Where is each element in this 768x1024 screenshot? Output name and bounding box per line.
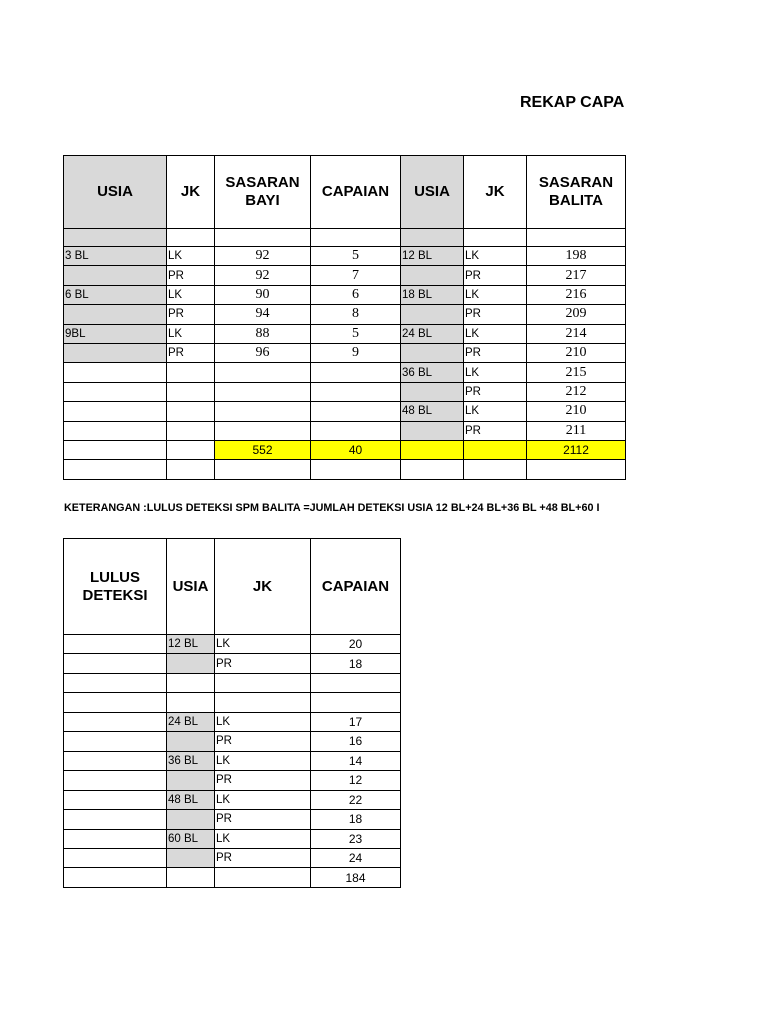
empty-cell [64,673,167,692]
usia-cell [167,654,215,673]
total-sasaran-balita: 2112 [527,440,626,459]
empty-cell [215,402,311,421]
capaian-cell: 22 [311,790,401,809]
empty-cell [64,363,167,382]
header-jk-bayi: JK [167,156,215,229]
sasaran-balita-cell: 210 [527,402,626,421]
usia-cell [167,732,215,751]
capaian-cell: 24 [311,848,401,867]
capaian-bayi-cell: 6 [311,285,401,304]
usia-bayi-cell: 9BL [64,324,167,343]
jk-balita-cell: LK [464,247,527,266]
lulus-deteksi-cell [64,848,167,867]
empty-cell [167,382,215,401]
usia-cell: 60 BL [167,829,215,848]
sasaran-balita-cell: 212 [527,382,626,401]
lulus-deteksi-cell [64,790,167,809]
table1-row [64,285,626,304]
usia-cell: 48 BL [167,790,215,809]
jk-cell: LK [215,829,311,848]
empty-cell [64,868,167,887]
jk-cell: PR [215,732,311,751]
header-sasaran-bayi: SASARAN BAYI [215,156,311,229]
table2-row [64,810,401,829]
empty-cell [464,229,527,247]
jk-cell: PR [215,771,311,790]
empty-cell [311,421,401,440]
sasaran-bayi-cell: 92 [215,266,311,285]
table2-row [64,790,401,809]
table1-row [64,266,626,285]
empty-cell [215,673,311,692]
sasaran-balita-cell: 216 [527,285,626,304]
empty-cell [64,382,167,401]
jk-bayi-cell: LK [167,324,215,343]
usia-balita-cell: 18 BL [401,285,464,304]
table1-spacer-row [64,229,626,247]
table1-row [64,382,626,401]
jk-cell: LK [215,751,311,770]
table1-empty-row [64,460,626,479]
jk-bayi-cell: LK [167,247,215,266]
usia-bayi-cell [64,305,167,324]
empty-cell [167,229,215,247]
empty-cell [464,460,527,479]
usia-cell: 12 BL [167,635,215,654]
table2-empty-row [64,693,401,712]
table1-row [64,363,626,382]
jk-balita-cell: PR [464,421,527,440]
empty-cell [167,402,215,421]
empty-cell [64,460,167,479]
usia-cell [167,771,215,790]
usia-balita-cell [401,266,464,285]
sasaran-bayi-cell: 94 [215,305,311,324]
page-title: REKAP CAPA [520,94,625,111]
header-capaian-bayi: CAPAIAN [311,156,401,229]
empty-cell [167,421,215,440]
usia-balita-cell [401,305,464,324]
usia-balita-cell: 12 BL [401,247,464,266]
lulus-deteksi-cell [64,751,167,770]
empty-cell [215,382,311,401]
jk-bayi-cell: PR [167,343,215,362]
sasaran-balita-cell: 214 [527,324,626,343]
table1-total-row [64,440,626,459]
empty-cell [64,693,167,712]
sasaran-balita-cell: 217 [527,266,626,285]
empty-cell [527,229,626,247]
header-capaian: CAPAIAN [311,539,401,635]
table2-row [64,635,401,654]
table1-row [64,247,626,266]
table2-row [64,751,401,770]
jk-balita-cell: LK [464,402,527,421]
usia-balita-cell: 24 BL [401,324,464,343]
jk-bayi-cell: LK [167,285,215,304]
sasaran-bayi-cell: 92 [215,247,311,266]
usia-bayi-cell [64,343,167,362]
empty-cell [311,402,401,421]
jk-cell: PR [215,654,311,673]
usia-cell: 24 BL [167,712,215,731]
empty-cell [64,229,167,247]
capaian-bayi-cell: 5 [311,324,401,343]
empty-cell [167,693,215,712]
empty-cell [64,440,167,459]
table2-total-row [64,868,401,887]
capaian-bayi-cell: 8 [311,305,401,324]
total-fill-cell [464,440,527,459]
empty-cell [167,460,215,479]
sasaran-bayi-cell: 88 [215,324,311,343]
lulus-deteksi-cell [64,771,167,790]
lulus-deteksi-cell [64,635,167,654]
sasaran-balita-cell: 209 [527,305,626,324]
table1-row [64,305,626,324]
table2-header-row [64,539,401,635]
capaian-bayi-cell: 7 [311,266,401,285]
jk-balita-cell: LK [464,324,527,343]
table2-row [64,771,401,790]
lulus-deteksi-cell [64,810,167,829]
table1-row [64,421,626,440]
jk-bayi-cell: PR [167,305,215,324]
empty-cell [215,421,311,440]
empty-cell [401,460,464,479]
jk-cell: PR [215,810,311,829]
usia-bayi-cell [64,266,167,285]
table2-empty-row [64,673,401,692]
jk-cell: LK [215,712,311,731]
jk-bayi-cell: PR [167,266,215,285]
usia-cell [167,848,215,867]
empty-cell [215,868,311,887]
sasaran-bayi-cell: 90 [215,285,311,304]
sasaran-balita-cell: 210 [527,343,626,362]
rekap-table [63,155,626,480]
usia-balita-cell [401,382,464,401]
empty-cell [64,421,167,440]
capaian-cell: 17 [311,712,401,731]
usia-bayi-cell: 3 BL [64,247,167,266]
sasaran-balita-cell: 211 [527,421,626,440]
keterangan-note: KETERANGAN :LULUS DETEKSI SPM BALITA =JUMLAH DETEKSI USIA 12 BL+24 BL+36 BL +48 BL+60 I [64,502,600,514]
empty-cell [215,229,311,247]
usia-cell [167,810,215,829]
header-jk-balita: JK [464,156,527,229]
table1-row [64,402,626,421]
table1-row [64,343,626,362]
total-capaian-bayi: 40 [311,440,401,459]
header-usia-bayi: USIA [64,156,167,229]
empty-cell [311,229,401,247]
empty-cell [64,402,167,421]
empty-cell [527,460,626,479]
lulus-deteksi-cell [64,712,167,731]
empty-cell [215,363,311,382]
capaian-bayi-cell: 9 [311,343,401,362]
empty-cell [215,460,311,479]
header-lulus-deteksi: LULUS DETEKSI [64,539,167,635]
header-usia-balita: USIA [401,156,464,229]
sasaran-balita-cell: 215 [527,363,626,382]
table1-row [64,324,626,343]
total-sasaran-bayi: 552 [215,440,311,459]
sasaran-balita-cell: 198 [527,247,626,266]
empty-cell [215,693,311,712]
usia-balita-cell [401,343,464,362]
empty-cell [311,693,401,712]
jk-balita-cell: PR [464,266,527,285]
jk-cell: PR [215,848,311,867]
table2-row [64,848,401,867]
table1-header-row [64,156,626,229]
jk-balita-cell: PR [464,382,527,401]
empty-cell [311,382,401,401]
header-usia: USIA [167,539,215,635]
total-capaian: 184 [311,868,401,887]
capaian-bayi-cell: 5 [311,247,401,266]
capaian-cell: 20 [311,635,401,654]
usia-balita-cell [401,421,464,440]
capaian-cell: 14 [311,751,401,770]
jk-cell: LK [215,790,311,809]
empty-cell [311,363,401,382]
capaian-cell: 12 [311,771,401,790]
sasaran-bayi-cell: 96 [215,343,311,362]
header-sasaran-balita: SASARAN BALITA [527,156,626,229]
capaian-cell: 16 [311,732,401,751]
capaian-cell: 23 [311,829,401,848]
table2-row [64,712,401,731]
lulus-deteksi-table [63,538,401,888]
table2-row [64,654,401,673]
empty-cell [401,229,464,247]
capaian-cell: 18 [311,810,401,829]
jk-balita-cell: PR [464,305,527,324]
total-fill-cell [401,440,464,459]
jk-balita-cell: LK [464,363,527,382]
lulus-deteksi-cell [64,732,167,751]
jk-balita-cell: LK [464,285,527,304]
empty-cell [311,460,401,479]
usia-cell: 36 BL [167,751,215,770]
jk-cell: LK [215,635,311,654]
header-jk: JK [215,539,311,635]
table2-row [64,829,401,848]
usia-balita-cell: 36 BL [401,363,464,382]
capaian-cell: 18 [311,654,401,673]
empty-cell [311,673,401,692]
empty-cell [167,440,215,459]
jk-balita-cell: PR [464,343,527,362]
lulus-deteksi-cell [64,829,167,848]
lulus-deteksi-cell [64,654,167,673]
usia-balita-cell: 48 BL [401,402,464,421]
empty-cell [167,868,215,887]
empty-cell [167,363,215,382]
usia-bayi-cell: 6 BL [64,285,167,304]
empty-cell [167,673,215,692]
table2-row [64,732,401,751]
